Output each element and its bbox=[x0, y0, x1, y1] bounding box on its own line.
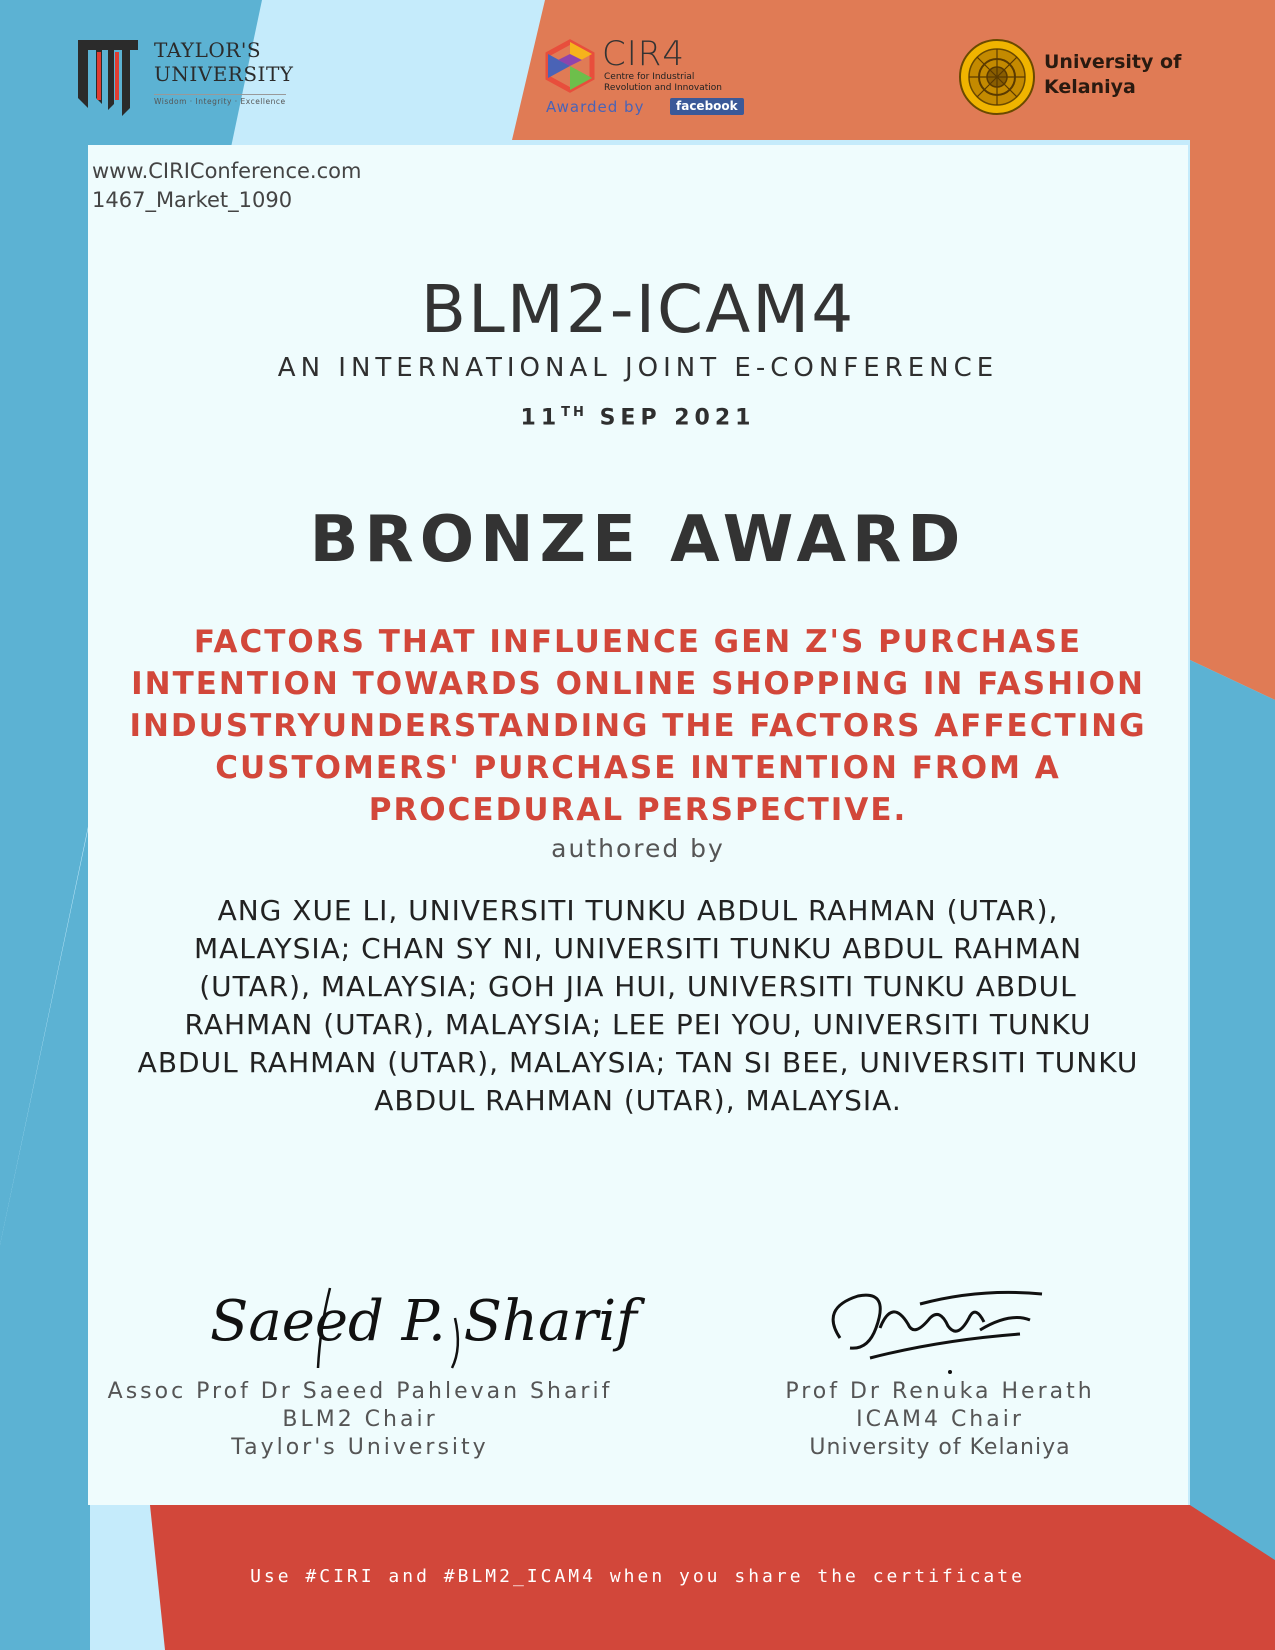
ciri-cube-icon bbox=[544, 40, 596, 92]
author-line: MALAYSIA; CHAN SY NI, UNIVERSITI TUNKU ABDUL RAHMAN bbox=[193, 932, 1083, 965]
author-line: ANG XUE LI, UNIVERSITI TUNKU ABDUL RAHMAN (UTAR), bbox=[217, 894, 1059, 927]
kelaniya-seal-icon bbox=[958, 38, 1036, 116]
author-line: ABDUL RAHMAN (UTAR), MALAYSIA; TAN SI BEE, UNIVERSITI TUNKU bbox=[137, 1046, 1139, 1079]
signatory-name: Assoc Prof Dr Saeed Pahlevan Sharif bbox=[107, 1379, 613, 1404]
taylors-university-logo bbox=[76, 38, 306, 118]
signature-herath bbox=[780, 1268, 1100, 1378]
signatory-role: BLM2 Chair bbox=[282, 1407, 438, 1432]
footer-hashtag-note: Use #CIRI and #BLM2_ICAM4 when you share the certificate bbox=[250, 1566, 1025, 1587]
paper-title-line: FACTORS THAT INFLUENCE GEN Z'S PURCHASE bbox=[193, 624, 1083, 660]
ciri-subtitle-line1: Centre for Industrial bbox=[604, 72, 695, 82]
signature-text: Saeed P. Sharif bbox=[210, 1289, 637, 1354]
ciri-subtitle-line2: Revolution and Innovation bbox=[604, 83, 722, 93]
signatory-2-details bbox=[660, 1378, 1220, 1434]
taylors-name-line2: UNIVERSITY bbox=[154, 62, 294, 86]
ciri-awarded-by: Awarded by bbox=[546, 98, 645, 116]
authored-by-label: authored by bbox=[551, 834, 725, 863]
author-line: (UTAR), MALAYSIA; GOH JIA HUI, UNIVERSITI TUNKU ABDUL bbox=[199, 970, 1077, 1003]
paper-title-line: INTENTION TOWARDS ONLINE SHOPPING IN FASHION bbox=[131, 666, 1145, 702]
signatory-1-details bbox=[80, 1378, 640, 1462]
conference-title: BLM2-ICAM4 bbox=[420, 271, 856, 348]
signatory-role: ICAM4 Chair bbox=[856, 1407, 1024, 1432]
paper-title bbox=[88, 621, 1188, 831]
kelaniya-name-line1: University of bbox=[1044, 51, 1182, 73]
signatory-institution: Taylor's University bbox=[231, 1435, 489, 1460]
ciri-wordmark: CIR4 bbox=[602, 34, 686, 74]
paper-title-line: PROCEDURAL PERSPECTIVE. bbox=[368, 792, 908, 828]
author-line: ABDUL RAHMAN (UTAR), MALAYSIA. bbox=[374, 1084, 902, 1117]
ciri-logo bbox=[544, 34, 744, 122]
author-line: RAHMAN (UTAR), MALAYSIA; LEE PEI YOU, UNIVERSITI TUNKU bbox=[184, 1008, 1092, 1041]
signatory-1 bbox=[80, 1268, 640, 1462]
paper-title-line: INDUSTRYUNDERSTANDING THE FACTORS AFFECTING bbox=[129, 708, 1147, 744]
ciri-subtitle bbox=[604, 72, 722, 94]
signatory-name: Prof Dr Renuka Herath bbox=[785, 1379, 1095, 1404]
award-title: BRONZE AWARD bbox=[309, 503, 967, 577]
date-suffix: TH bbox=[561, 405, 587, 420]
paper-title-line: CUSTOMERS' PURCHASE INTENTION FROM A bbox=[215, 750, 1061, 786]
header-logos bbox=[0, 0, 1275, 140]
date-day: 11 bbox=[520, 405, 562, 431]
taylors-emblem-icon bbox=[76, 38, 140, 118]
kelaniya-logo bbox=[958, 38, 1198, 120]
date-rest: SEP 2021 bbox=[586, 405, 756, 431]
signatory-2 bbox=[660, 1268, 1220, 1462]
certificate-meta bbox=[92, 157, 361, 215]
certificate-code: 1467_Market_1090 bbox=[92, 188, 293, 212]
taylors-name-line1: TAYLOR'S bbox=[154, 38, 262, 62]
website-text: www.CIRIConference.com bbox=[92, 159, 362, 183]
conference-date bbox=[88, 398, 1188, 433]
author-list bbox=[88, 892, 1188, 1120]
signature-sharif bbox=[200, 1268, 637, 1378]
taylors-motto: Wisdom · Integrity · Excellence bbox=[154, 94, 286, 106]
conference-subtitle: AN INTERNATIONAL JOINT E-CONFERENCE bbox=[277, 353, 999, 383]
kelaniya-name bbox=[1044, 50, 1181, 100]
signatory-2-institution-block bbox=[660, 1434, 1220, 1462]
signatory-institution: University of Kelaniya bbox=[809, 1435, 1071, 1460]
facebook-badge: facebook bbox=[670, 98, 744, 115]
kelaniya-name-line2: Kelaniya bbox=[1044, 76, 1136, 98]
taylors-name bbox=[154, 38, 294, 86]
